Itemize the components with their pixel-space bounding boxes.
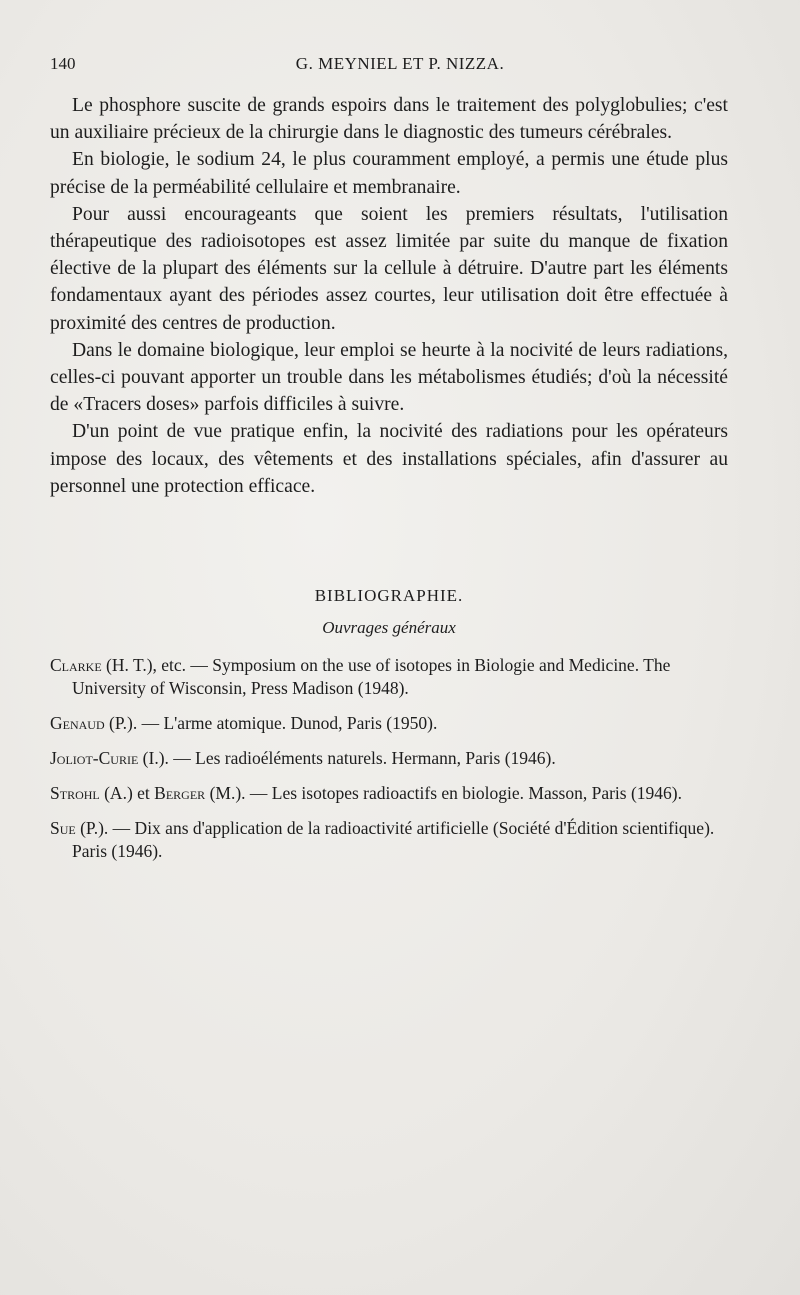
page-number: 140 xyxy=(50,54,76,73)
reference-author: Genaud xyxy=(50,713,105,733)
reference-text: (P.). — L'arme atomique. Dunod, Paris (1950). xyxy=(104,713,438,733)
reference-text: (P.). — Dix ans d'application de la radioactivité artificielle (Société d'Édition scientifique). Paris (1946). xyxy=(72,818,715,861)
reference-text: (I.). — Les radioéléments naturels. Hermann, Paris (1946). xyxy=(138,748,556,768)
reference-author: Clarke xyxy=(50,655,102,675)
reference-author: Strohl xyxy=(50,783,100,803)
body-text xyxy=(50,92,728,500)
paragraph: En biologie, le sodium 24, le plus couramment employé, a permis une étude plus précise de la perméabilité cellulaire et membranaire. xyxy=(50,149,728,198)
bibliography-subtitle: Ouvrages généraux xyxy=(322,618,456,637)
paragraph: Dans le domaine biologique, leur emploi se heurte à la nocivité de leurs radiations, celles-ci pouvant apporter un trouble dans les métabolismes étudiés; d'où la nécessité de «Tracers doses» parfois difficiles à suivre. xyxy=(50,339,728,416)
reference-item xyxy=(50,654,728,700)
reference-author: Sue xyxy=(50,818,76,838)
reference-item xyxy=(50,712,728,735)
bibliography xyxy=(50,586,728,875)
running-title: G. MEYNIEL ET P. NIZZA. xyxy=(295,54,505,73)
running-head xyxy=(50,54,750,80)
reference-author: Joliot-Curie xyxy=(50,748,139,768)
paragraph: Pour aussi encourageants que soient les premiers résultats, l'utilisation thérapeutique des radioisotopes est assez limitée par suite du manque de fixation élective de la plupart des éléments sur la cellule à détruire. D'autre part les éléments fondamentaux ayant des périodes assez courtes, leur utilisation doit être effectuée à proximité des centres de production. xyxy=(50,203,728,334)
reference-item xyxy=(50,747,728,770)
reference-item xyxy=(50,782,728,805)
paragraph: Le phosphore suscite de grands espoirs dans le traitement des polyglobulies; c'est un auxiliaire précieux de la chirurgie dans le diagnostic des tumeurs cérébrales. xyxy=(50,95,728,144)
reference-author-2: Berger xyxy=(154,783,206,803)
paragraph: D'un point de vue pratique enfin, la nocivité des radiations pour les opérateurs impose des locaux, des vêtements et des installations spéciales, afin d'assurer au personnel une protection efficace. xyxy=(50,421,728,497)
reference-text: (H. T.), etc. — Symposium on the use of isotopes in Biologie and Medicine. The University of Wisconsin, Press Madison (1948). xyxy=(72,655,671,698)
reference-item xyxy=(50,817,728,863)
reference-text: (M.). — Les isotopes radioactifs en biologie. Masson, Paris (1946). xyxy=(205,783,682,803)
bibliography-title: BIBLIOGRAPHIE. xyxy=(314,586,464,605)
reference-connector: (A.) et xyxy=(99,783,155,803)
